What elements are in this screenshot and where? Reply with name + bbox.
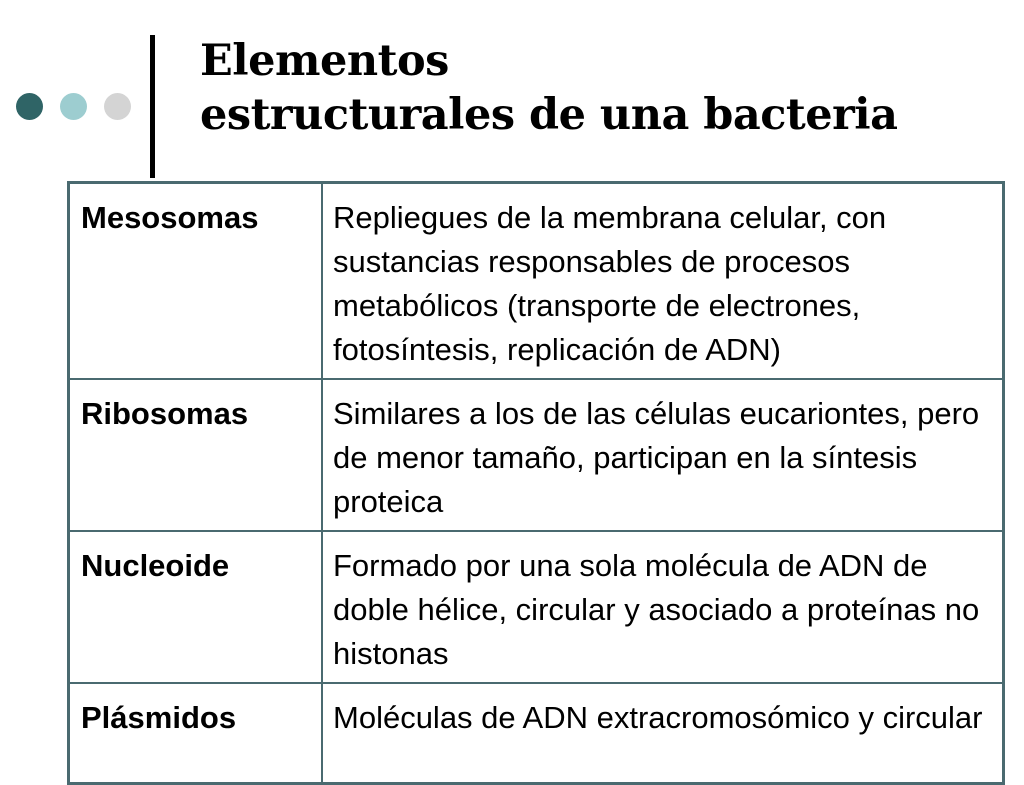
- title-divider: [150, 35, 155, 178]
- row-term: Nucleoide: [69, 531, 323, 683]
- row-term: Plásmidos: [69, 683, 323, 783]
- row-description: Repliegues de la membrana celular, con sustancias responsables de procesos metabólicos (transporte de electrones, fotosíntesis, replicación de ADN): [322, 183, 1004, 380]
- decor-dot-light: [60, 93, 87, 120]
- row-description: Formado por una sola molécula de ADN de doble hélice, circular y asociado a proteínas no histonas: [322, 531, 1004, 683]
- row-term: Ribosomas: [69, 379, 323, 531]
- slide-title-line-2: estructurales de una bacteria: [200, 90, 898, 140]
- slide-title: [200, 34, 897, 142]
- table-row: [69, 683, 1004, 783]
- table-row: [69, 531, 1004, 683]
- bacteria-elements-table: [67, 181, 1005, 785]
- row-description: Similares a los de las células eucariontes, pero de menor tamaño, participan en la síntesis proteica: [322, 379, 1004, 531]
- table-row: [69, 183, 1004, 380]
- slide-title-line-1: Elementos: [200, 36, 449, 86]
- table-row: [69, 379, 1004, 531]
- decor-dot-gray: [104, 93, 131, 120]
- decor-dot-dark: [16, 93, 43, 120]
- row-term: Mesosomas: [69, 183, 323, 380]
- row-description: Moléculas de ADN extracromosómico y circular: [322, 683, 1004, 783]
